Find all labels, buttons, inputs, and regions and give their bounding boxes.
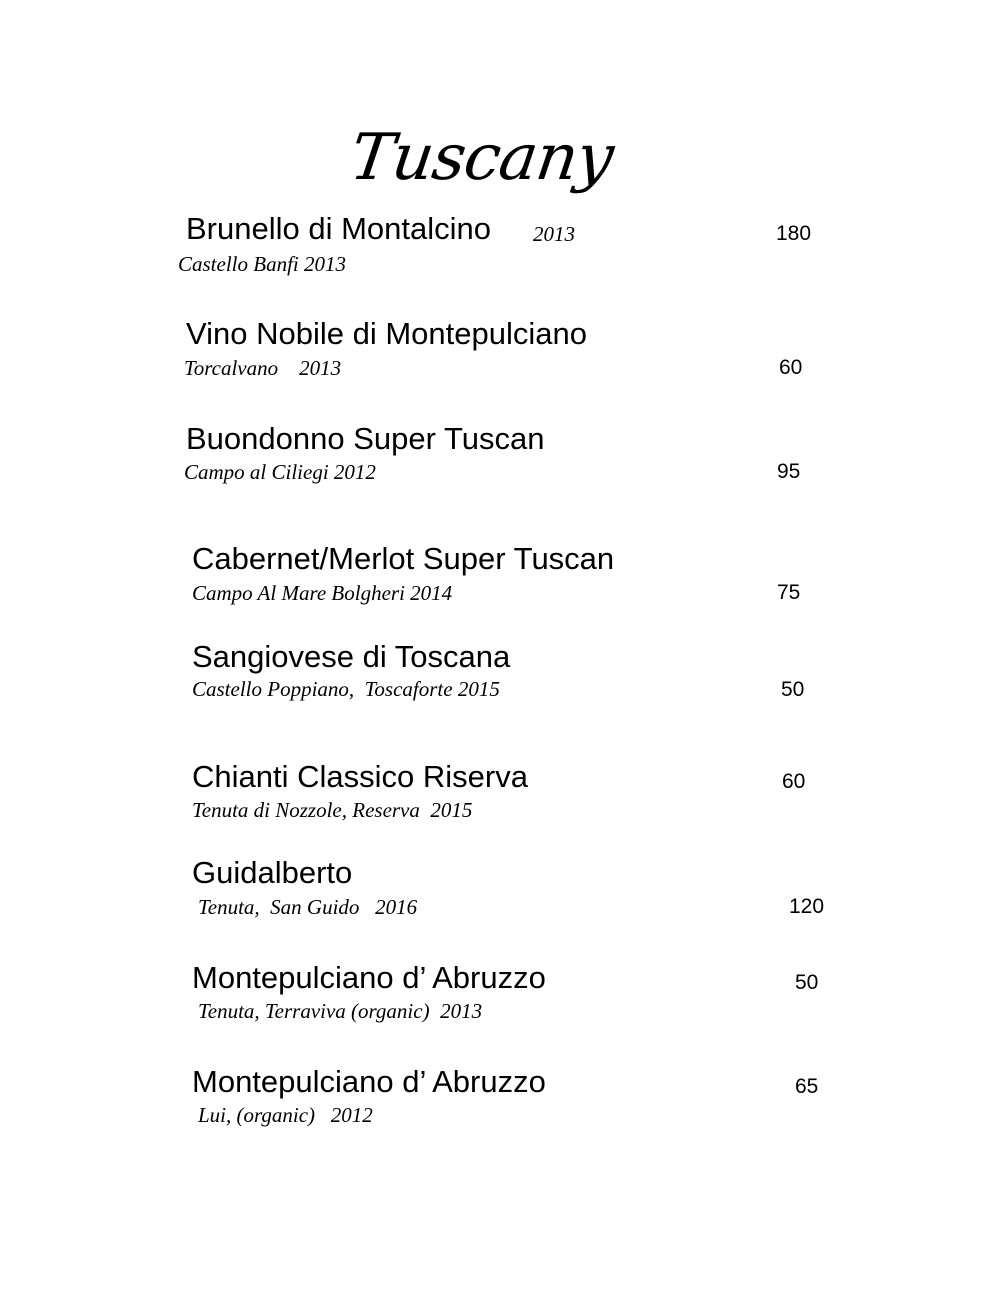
- wine-price: 95: [777, 460, 801, 483]
- wine-name: Cabernet/Merlot Super Tuscan: [192, 541, 615, 576]
- wine-price: 180: [776, 222, 812, 245]
- page-title: Tuscany: [346, 121, 618, 195]
- wine-producer: Castello Poppiano, Toscaforte 2015: [192, 677, 500, 701]
- wine-price: 50: [781, 678, 805, 701]
- wine-producer: Tenuta, Terraviva (organic) 2013: [198, 999, 483, 1023]
- wine-producer: Castello Banfi 2013: [178, 252, 346, 276]
- wine-name: Montepulciano d’ Abruzzo: [192, 1064, 546, 1099]
- wine-name: Vino Nobile di Montepulciano: [186, 316, 587, 351]
- wine-producer: Campo al Ciliegi 2012: [184, 460, 376, 484]
- wine-price: 120: [789, 895, 825, 918]
- wine-name: Guidalberto: [192, 855, 353, 890]
- wine-producer: Lui, (organic) 2012: [198, 1103, 373, 1127]
- wine-name: Brunello di Montalcino: [186, 211, 492, 246]
- wine-name: Sangiovese di Toscana: [192, 639, 511, 674]
- wine-price: 60: [779, 356, 803, 379]
- wine-producer: Torcalvano 2013: [184, 356, 342, 380]
- wine-price: 75: [777, 581, 801, 604]
- wine-name: Buondonno Super Tuscan: [186, 421, 545, 456]
- wine-vintage: 2013: [533, 222, 575, 246]
- wine-producer: Campo Al Mare Bolgheri 2014: [192, 581, 453, 605]
- wine-price: 50: [795, 971, 819, 994]
- wine-producer: Tenuta, San Guido 2016: [198, 895, 418, 919]
- wine-name: Chianti Classico Riserva: [192, 759, 528, 794]
- wine-name: Montepulciano d’ Abruzzo: [192, 960, 546, 995]
- wine-price: 60: [782, 770, 806, 793]
- wine-producer: Tenuta di Nozzole, Reserva 2015: [192, 798, 473, 822]
- wine-price: 65: [795, 1075, 819, 1098]
